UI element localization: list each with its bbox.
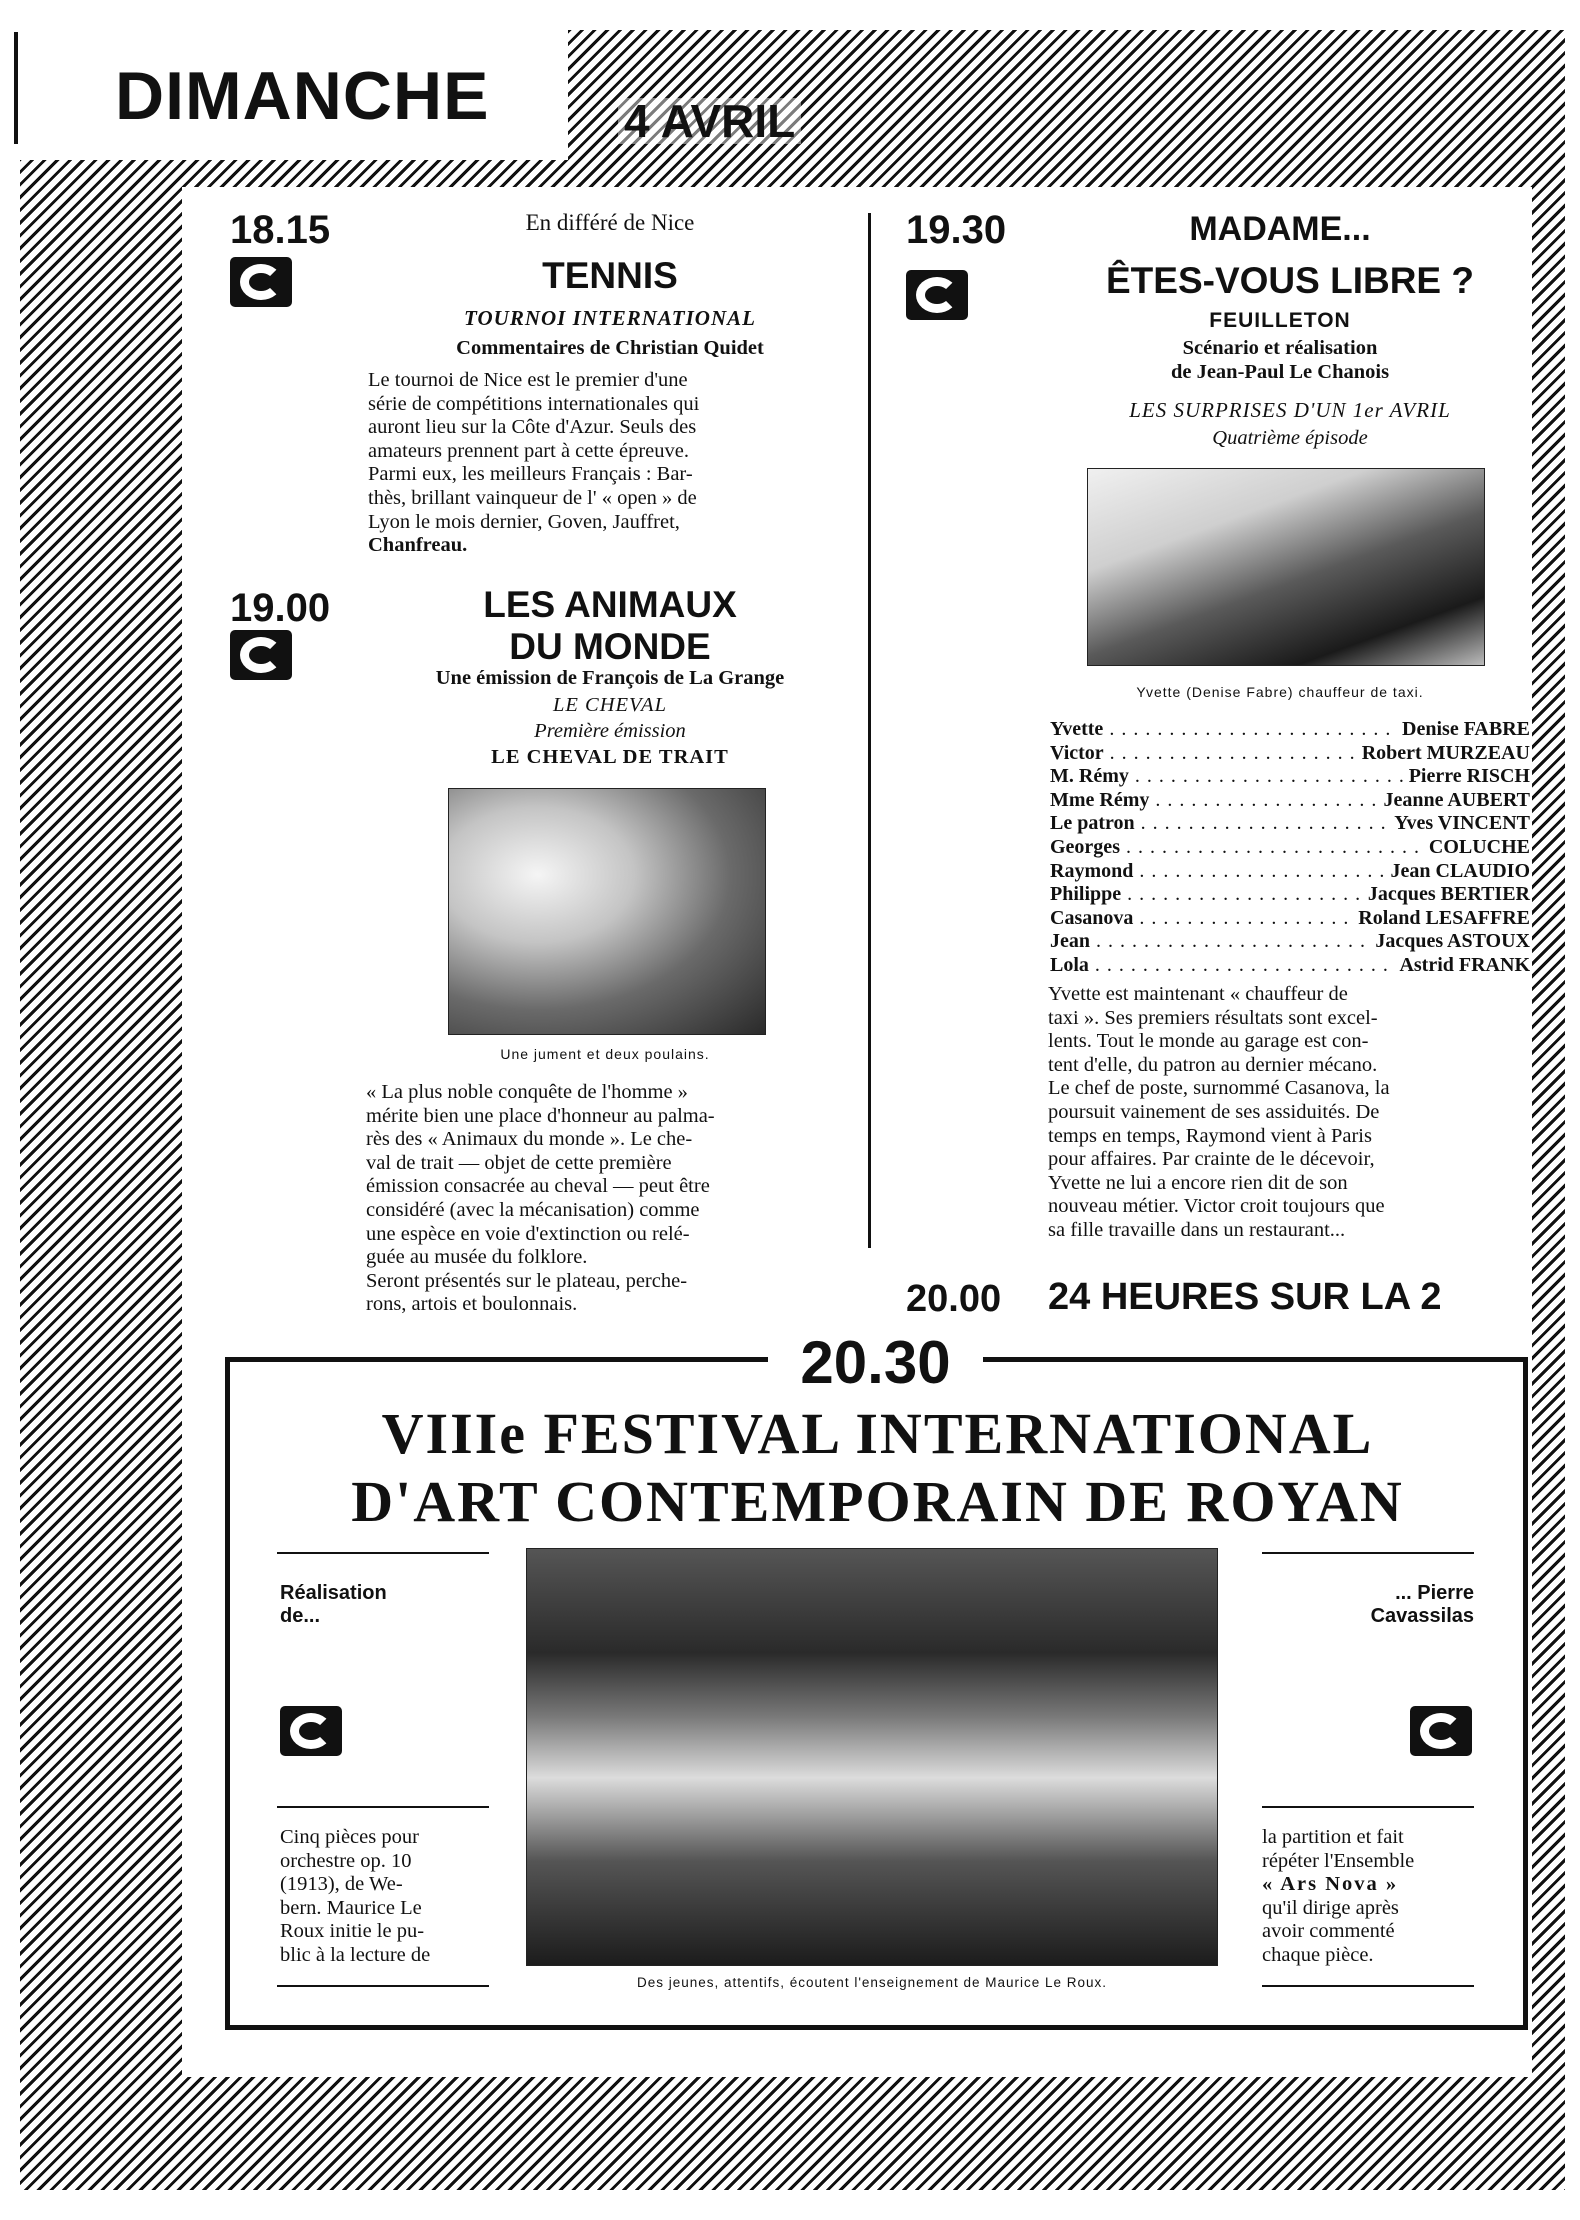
cast-actor: Roland LESAFFRE — [1358, 906, 1530, 929]
taxi-photo — [1087, 468, 1485, 666]
festival-right-text-line: « Ars Nova » — [1262, 1873, 1399, 1896]
animaux-body-line: rès des « Animaux du monde ». Le che- — [366, 1128, 693, 1151]
cast-leader-dots — [1110, 742, 1356, 766]
madame-body-line: Yvette est maintenant « chauffeur de — [1048, 983, 1348, 1005]
cast-row — [1050, 789, 1530, 813]
madame-body-line: temps en temps, Raymond vient à Paris — [1048, 1124, 1372, 1147]
madame-credit-line1: Scénario et réalisation — [1182, 337, 1378, 359]
cast-row — [1050, 954, 1530, 978]
festival-left-rule — [277, 1806, 489, 1808]
madame-body-line: taxi ». Ses premiers résultats sont excel- — [1048, 1006, 1378, 1029]
cast-role: Mme Rémy — [1050, 788, 1150, 811]
cast-leader-dots — [1155, 789, 1377, 813]
cast-row — [1050, 812, 1530, 836]
festival-left-text-line: orchestre op. 10 — [280, 1849, 412, 1872]
cast-leader-dots — [1126, 836, 1423, 860]
animaux-body-line: mérite bien une place d'honneur au palma- — [366, 1104, 715, 1127]
tennis-body-line: série de compétitions internationales qui — [368, 392, 700, 415]
madame-credit-line2: de Jean-Paul Le Chanois — [1170, 361, 1390, 383]
cast-role: Lola — [1050, 954, 1089, 976]
tennis-kicker: En différé de Nice — [525, 210, 695, 235]
festival-left-label — [280, 1582, 387, 1628]
festival-right-text-line: avoir commenté — [1262, 1920, 1395, 1943]
cast-actor: Jacques BERTIER — [1367, 883, 1530, 906]
cast-leader-dots — [1096, 930, 1369, 954]
madame-title-line1: MADAME... — [1189, 210, 1371, 248]
festival-right-text — [1262, 1826, 1474, 1968]
madame-body-line: Le chef de poste, surnommé Casanova, la — [1048, 1077, 1390, 1100]
taxi-photo-caption: Yvette (Denise Fabre) chauffeur de taxi. — [1136, 684, 1424, 700]
cast-row — [1050, 765, 1530, 789]
madame-episode-title: LES SURPRISES D'UN 1er AVRIL — [1129, 398, 1451, 422]
animaux-body-line: émission consacrée au cheval — peut être — [366, 1175, 710, 1198]
cast-row — [1050, 742, 1530, 766]
festival-left-label-line2: de... — [280, 1605, 321, 1627]
cast-row — [1050, 836, 1530, 860]
horse-photo-caption: Une jument et deux poulains. — [500, 1046, 710, 1062]
animaux-body-line: val de trait — objet de cette première — [366, 1151, 672, 1174]
animaux-subtitle: LE CHEVAL — [553, 694, 667, 716]
festival-right-label-line2: Cavassilas — [1370, 1605, 1474, 1627]
madame-body-line: nouveau métier. Victor croit toujours que — [1048, 1195, 1385, 1218]
channel-c-icon — [230, 630, 292, 680]
festival-left-text-line: blic à la lecture de — [280, 1943, 431, 1966]
date-label: 4 AVRIL — [618, 98, 801, 144]
cast-actor: Denise FABRE — [1402, 718, 1530, 740]
festival-title-line2: D'ART CONTEMPORAIN DE ROYAN — [351, 1469, 1404, 1534]
madame-body-line: sa fille travaille dans un restaurant... — [1048, 1218, 1346, 1241]
channel-c-icon — [1410, 1706, 1472, 1756]
tennis-body-line: thès, brillant vainqueur de l' « open » de — [368, 486, 697, 509]
animaux-body-line: guée au musée du folklore. — [366, 1246, 588, 1269]
madame-body-line: Yvette ne lui a encore rien dit de son — [1048, 1171, 1348, 1194]
cast-leader-dots — [1095, 954, 1394, 978]
festival-title — [240, 1400, 1515, 1536]
animaux-body — [366, 1081, 850, 1317]
festival-left-rule — [277, 1552, 489, 1554]
festival-time: 20.30 — [800, 1329, 951, 1396]
cast-row — [1050, 930, 1530, 954]
madame-body — [1048, 983, 1530, 1243]
animaux-title-line2: DU MONDE — [509, 626, 711, 667]
tennis-body — [368, 369, 850, 558]
tennis-body-line: Lyon le mois dernier, Goven, Jauffret, — [368, 510, 680, 533]
cast-row — [1050, 718, 1530, 742]
animaux-body-line: une espèce en voie d'extinction ou relé- — [366, 1222, 690, 1245]
vingt-heures-time: 20.00 — [906, 1278, 1002, 1320]
tennis-body-line: auront lieu sur la Côte d'Azur. Seuls des — [368, 416, 697, 439]
cast-leader-dots — [1127, 883, 1362, 907]
cast-leader-dots — [1139, 860, 1384, 884]
madame-body-line: poursuit vainement de ses assiduités. De — [1048, 1100, 1380, 1123]
header-left-rule — [14, 32, 18, 144]
animaux-title-line1: LES ANIMAUX — [483, 584, 737, 625]
tennis-time: 18.15 — [230, 208, 331, 252]
cast-leader-dots — [1109, 718, 1396, 742]
festival-left-label-line1: Réalisation — [280, 1582, 387, 1604]
cast-role: Raymond — [1050, 859, 1134, 882]
festival-left-text-line: bern. Maurice Le — [280, 1896, 422, 1919]
cast-actor: Jeanne AUBERT — [1383, 788, 1530, 811]
festival-photo-caption: Des jeunes, attentifs, écoutent l'enseignement de Maurice Le Roux. — [636, 1975, 1108, 1990]
tennis-subtitle: TOURNOI INTERNATIONAL — [464, 306, 756, 330]
cast-actor: Jean CLAUDIO — [1390, 859, 1530, 882]
animaux-time: 19.00 — [230, 586, 331, 630]
cast-row — [1050, 883, 1530, 907]
festival-right-text-line: répéter l'Ensemble — [1262, 1849, 1415, 1872]
animaux-title — [370, 584, 850, 668]
tennis-body-line: Le tournoi de Nice est le premier d'une — [368, 369, 688, 391]
madame-credit — [1080, 336, 1480, 384]
madame-title-line2: ÊTES-VOUS LIBRE ? — [1106, 260, 1474, 301]
madame-genre: FEUILLETON — [1209, 309, 1351, 332]
animaux-credit: Une émission de François de La Grange — [435, 667, 785, 689]
tennis-title: TENNIS — [542, 255, 678, 296]
cast-role: Victor — [1050, 741, 1104, 764]
cast-row — [1050, 907, 1530, 931]
festival-left-text-line: (1913), de We- — [280, 1873, 403, 1896]
tennis-body-line: Parmi eux, les meilleurs Français : Bar- — [368, 463, 693, 486]
cast-role: M. Rémy — [1050, 765, 1129, 788]
animaux-body-line: Seront présentés sur le plateau, perche- — [366, 1269, 688, 1292]
horse-photo — [448, 788, 766, 1035]
cast-actor: COLUCHE — [1428, 836, 1530, 858]
animaux-body-line: « La plus noble conquête de l'homme » — [366, 1081, 688, 1103]
cast-role: Yvette — [1050, 718, 1104, 740]
festival-left-text-line: Cinq pièces pour — [280, 1826, 419, 1848]
cast-role: Le patron — [1050, 812, 1135, 835]
madame-time: 19.30 — [906, 208, 1007, 252]
cast-actor: Jacques ASTOUX — [1375, 930, 1530, 953]
cast-actor: Pierre RISCH — [1408, 765, 1530, 788]
festival-title-line1: VIIIe FESTIVAL INTERNATIONAL — [381, 1401, 1374, 1466]
festival-right-rule — [1262, 1552, 1474, 1554]
cast-role: Jean — [1050, 930, 1090, 953]
cast-row — [1050, 860, 1530, 884]
animaux-topic: LE CHEVAL DE TRAIT — [491, 746, 729, 768]
animaux-episode: Première émission — [534, 720, 686, 742]
day-title: DIMANCHE — [115, 58, 490, 134]
festival-right-rule — [1262, 1806, 1474, 1808]
tennis-body-line: Chanfreau. — [368, 534, 468, 557]
festival-right-text-line: la partition et fait — [1262, 1826, 1404, 1848]
festival-left-rule — [277, 1985, 489, 1987]
madame-body-line: lents. Tout le monde au garage est con- — [1048, 1030, 1369, 1053]
festival-right-text-line: qu'il dirige après — [1262, 1896, 1399, 1919]
cast-leader-dots — [1141, 812, 1389, 836]
festival-left-text-line: Roux initie le pu- — [280, 1920, 425, 1943]
cast-role: Georges — [1050, 836, 1120, 858]
tennis-body-line: amateurs prennent part à cette épreuve. — [368, 439, 689, 462]
festival-right-label-line1: ... Pierre — [1395, 1582, 1474, 1604]
cast-role: Casanova — [1050, 906, 1134, 929]
cast-actor: Astrid FRANK — [1399, 954, 1530, 976]
festival-right-text-line: chaque pièce. — [1262, 1943, 1374, 1966]
animaux-body-line: rons, artois et boulonnais. — [366, 1293, 578, 1316]
animaux-body-line: considéré (avec la mécanisation) comme — [366, 1198, 700, 1221]
madame-body-line: pour affaires. Par crainte de le décevoir, — [1048, 1148, 1375, 1171]
vingt-heures-title: 24 HEURES SUR LA 2 — [1048, 1276, 1442, 1318]
madame-body-line: tent d'elle, du patron au dernier mécano. — [1048, 1053, 1378, 1076]
madame-episode-number: Quatrième épisode — [1212, 427, 1368, 449]
cast-leader-dots — [1139, 907, 1352, 931]
tennis-credit: Commentaires de Christian Quidet — [456, 337, 764, 359]
channel-c-icon — [280, 1706, 342, 1756]
cast-actor: Robert MURZEAU — [1361, 741, 1530, 764]
festival-right-rule — [1262, 1985, 1474, 1987]
column-divider — [868, 213, 871, 1248]
cast-role: Philippe — [1050, 883, 1122, 906]
festival-photo — [526, 1548, 1218, 1966]
festival-right-label — [1262, 1582, 1474, 1628]
channel-c-icon — [230, 257, 292, 307]
cast-actor: Yves VINCENT — [1394, 812, 1530, 835]
channel-c-icon — [906, 270, 968, 320]
cast-leader-dots — [1135, 765, 1403, 789]
festival-left-text — [280, 1826, 490, 1968]
